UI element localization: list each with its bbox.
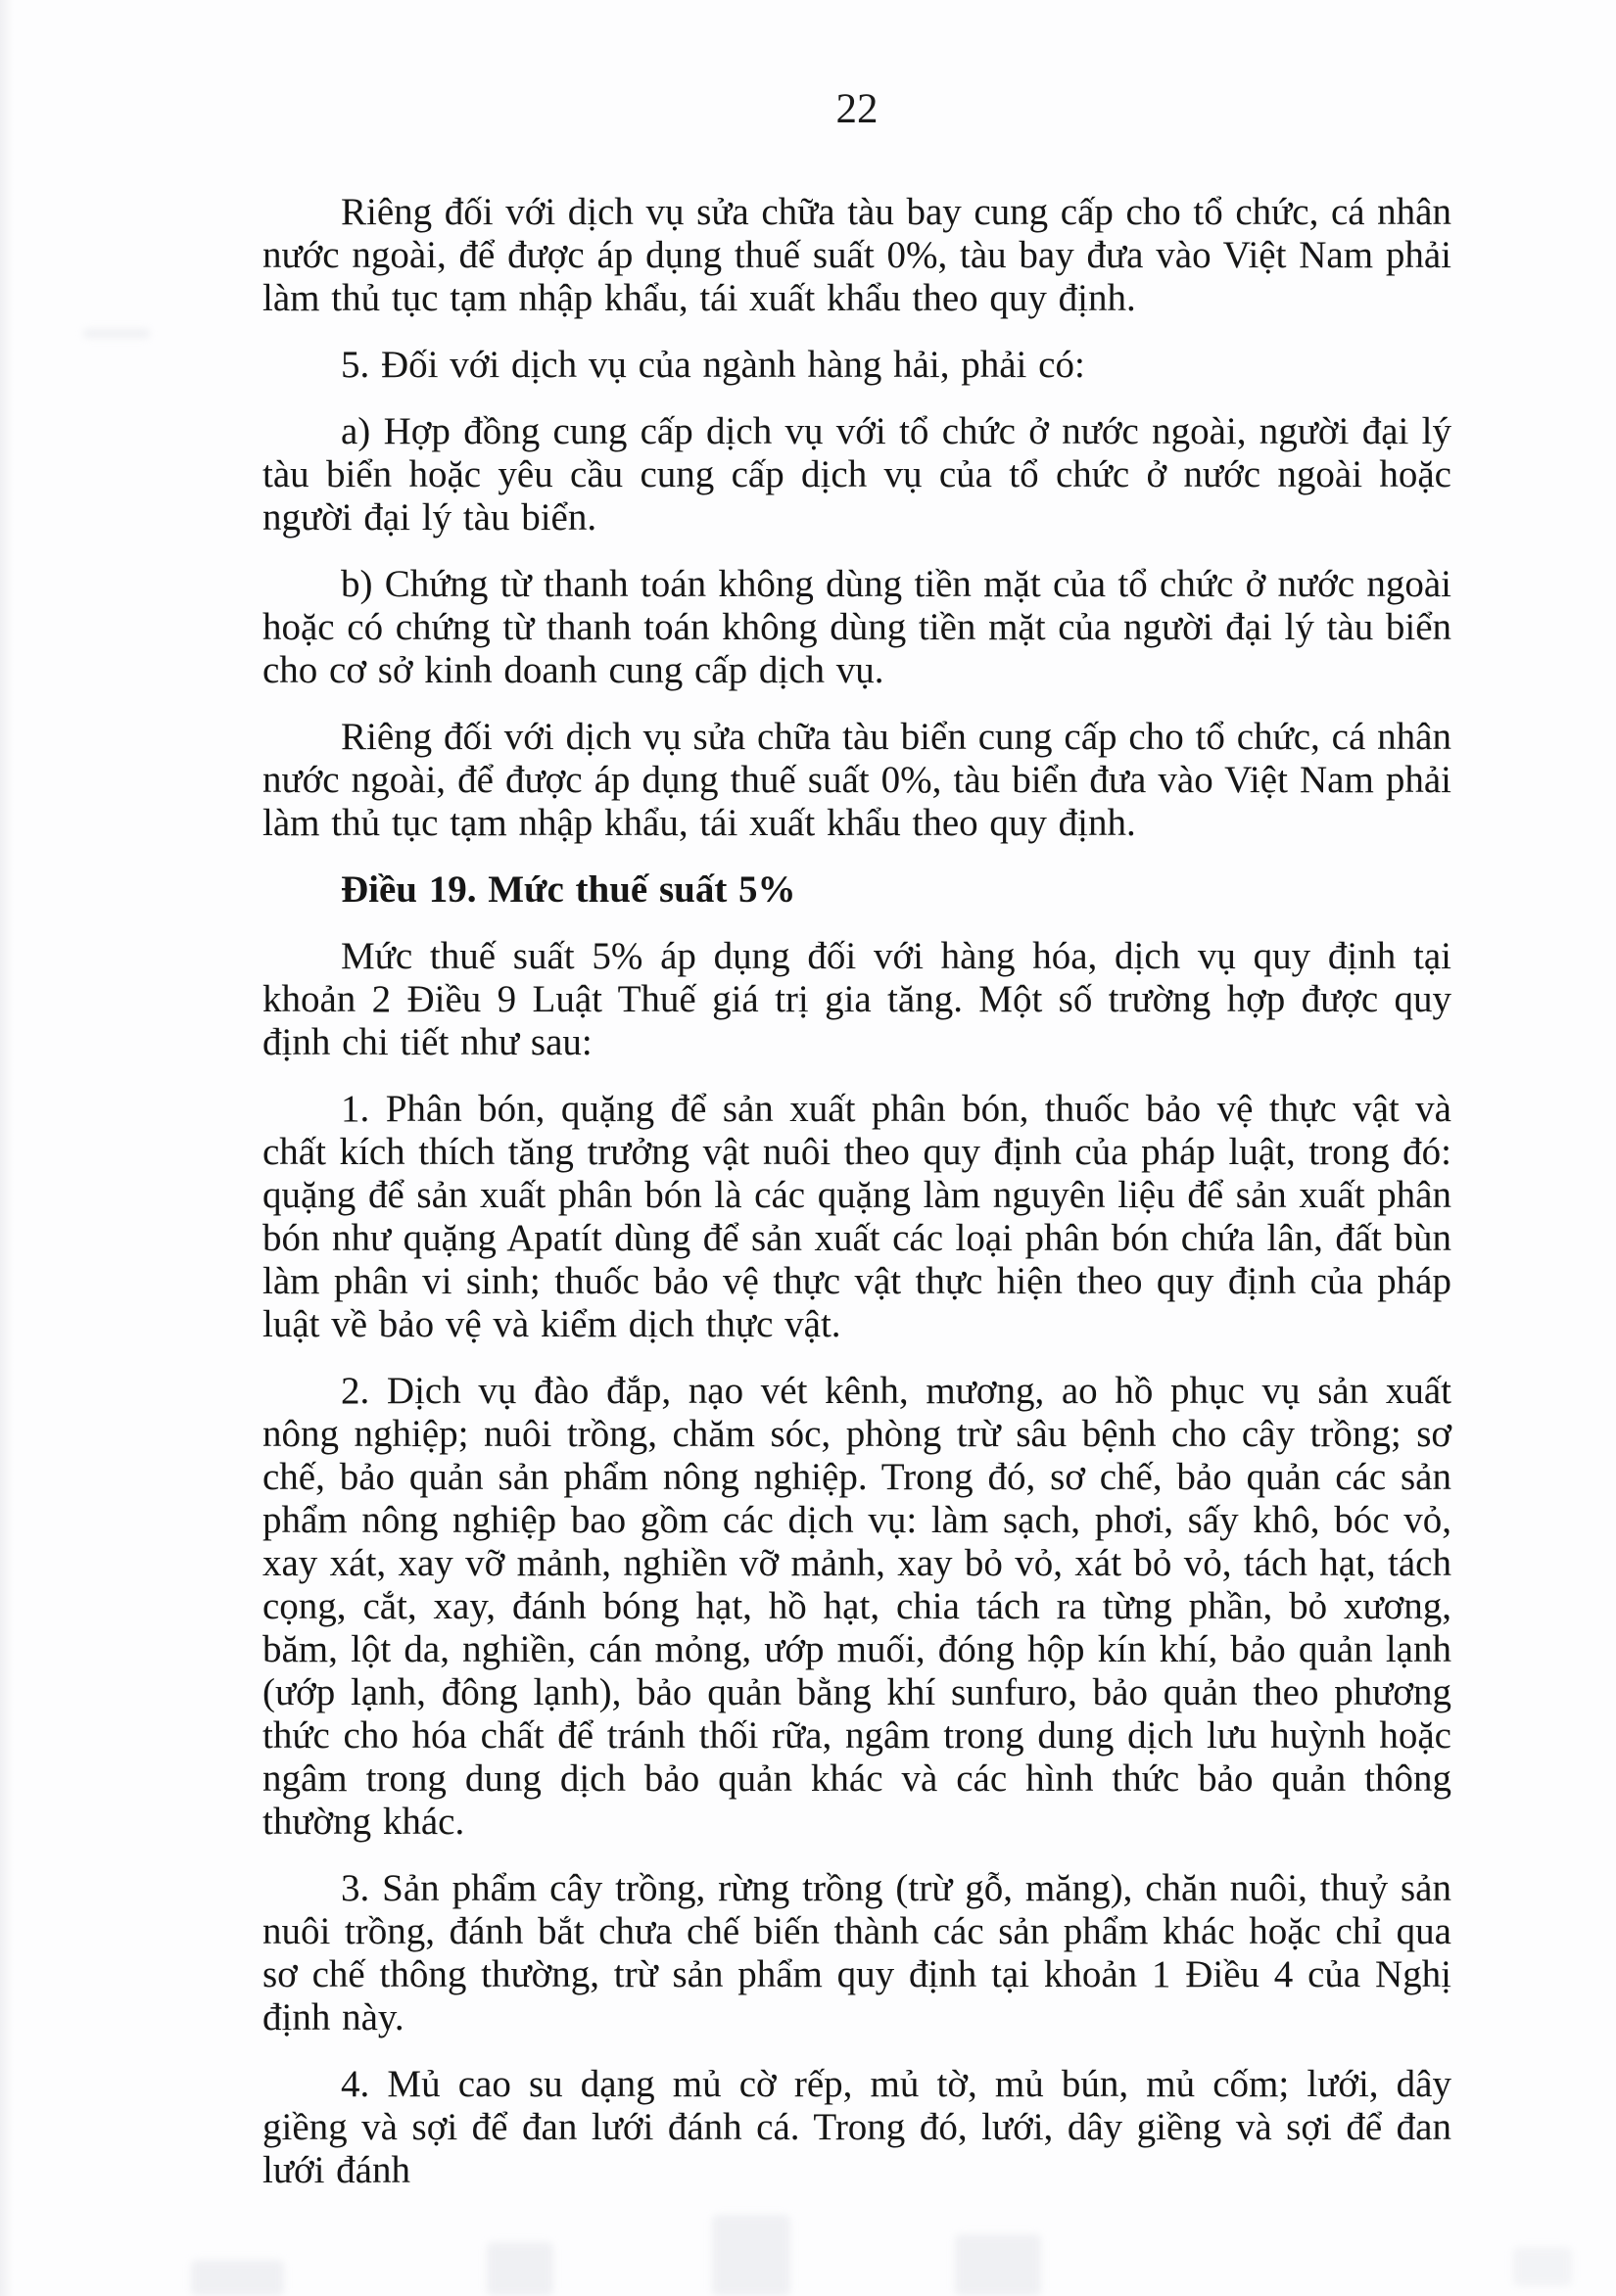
- paragraph: 1. Phân bón, quặng để sản xuất phân bón, thuốc bảo vệ thực vật và chất kích thích tăng trưởng vật nuôi theo quy định của pháp luật, trong đó: quặng để sản xuất phân bón là các quặng làm nguyên liệu để sản xuất phân bón như quặng Apatít dùng để sản xuất các loại phân bón chứa lân, đất bùn làm phân vi sinh; thuốc bảo vệ thực vật thực hiện theo quy định của pháp luật về bảo vệ và kiểm dịch thực vật.: [262, 1088, 1451, 1345]
- paragraph: a) Hợp đồng cung cấp dịch vụ với tổ chức ở nước ngoài, người đại lý tàu biển hoặc yêu cầu cung cấp dịch vụ của tổ chức ở nước ngoài hoặc người đại lý tàu biển.: [262, 410, 1451, 539]
- paragraph: 2. Dịch vụ đào đắp, nạo vét kênh, mương, ao hồ phục vụ sản xuất nông nghiệp; nuôi trồng, chăm sóc, phòng trừ sâu bệnh cho cây trồng; sơ chế, bảo quản sản phẩm nông nghiệp. Trong đó, sơ chế, bảo quản các sản phẩm nông nghiệp bao gồm các dịch vụ: làm sạch, phơi, sấy khô, bóc vỏ, xay xát, xay vỡ mảnh, nghiền vỡ mảnh, xay bỏ vỏ, xát bỏ vỏ, tách hạt, tách cọng, cắt, xay, đánh bóng hạt, hồ hạt, chia tách ra từng phần, bỏ xương, băm, lột da, nghiền, cán mỏng, ướp muối, đóng hộp kín khí, bảo quản lạnh (ướp lạnh, đông lạnh), bảo quản bằng khí sunfuro, bảo quản theo phương thức cho hóa chất để tránh thối rữa, ngâm trong dung dịch lưu huỳnh hoặc ngâm trong dung dịch bảo quản khác và các hình thức bảo quản thông thường khác.: [262, 1370, 1451, 1843]
- paragraph: Riêng đối với dịch vụ sửa chữa tàu bay cung cấp cho tổ chức, cá nhân nước ngoài, để được áp dụng thuế suất 0%, tàu bay đưa vào Việt Nam phải làm thủ tục tạm nhập khẩu, tái xuất khẩu theo quy định.: [262, 191, 1451, 319]
- scan-smudge: [955, 2234, 1041, 2296]
- scan-smudge: [487, 2242, 553, 2296]
- paragraph: 3. Sản phẩm cây trồng, rừng trồng (trừ gỗ, măng), chăn nuôi, thuỷ sản nuôi trồng, đánh bắt chưa chế biến thành các sản phẩm khác hoặc chỉ qua sơ chế thông thường, trừ sản phẩm quy định tại khoản 1 Điều 4 của Nghị định này.: [262, 1867, 1451, 2038]
- paragraph: 5. Đối với dịch vụ của ngành hàng hải, phải có:: [341, 344, 1085, 386]
- scan-smudge: [83, 329, 150, 338]
- text-block: [262, 191, 1451, 2216]
- scan-smudge: [712, 2215, 790, 2296]
- paragraph: Riêng đối với dịch vụ sửa chữa tàu biển cung cấp cho tổ chức, cá nhân nước ngoài, để được áp dụng thuế suất 0%, tàu biển đưa vào Việt Nam phải làm thủ tục tạm nhập khẩu, tái xuất khẩu theo quy định.: [262, 716, 1451, 844]
- scan-smudge: [191, 2260, 284, 2296]
- scan-edge-shade: [0, 0, 14, 2296]
- paragraph: Mức thuế suất 5% áp dụng đối với hàng hóa, dịch vụ quy định tại khoản 2 Điều 9 Luật Thuế giá trị gia tăng. Một số trường hợp được quy định chi tiết như sau:: [262, 935, 1451, 1063]
- article-19-heading: Điều 19. Mức thuế suất 5%: [341, 868, 796, 911]
- paragraph: 4. Mủ cao su dạng mủ cờ rếp, mủ tờ, mủ bún, mủ cốm; lưới, dây giềng và sợi để đan lưới đánh cá. Trong đó, lưới, dây giềng và sợi để đan lưới đánh: [262, 2063, 1451, 2191]
- scan-smudge: [1513, 2247, 1572, 2286]
- paragraph: b) Chứng từ thanh toán không dùng tiền mặt của tổ chức ở nước ngoài hoặc có chứng từ thanh toán không dùng tiền mặt của người đại lý tàu biển cho cơ sở kinh doanh cung cấp dịch vụ.: [262, 563, 1451, 691]
- page-number: 22: [835, 86, 879, 132]
